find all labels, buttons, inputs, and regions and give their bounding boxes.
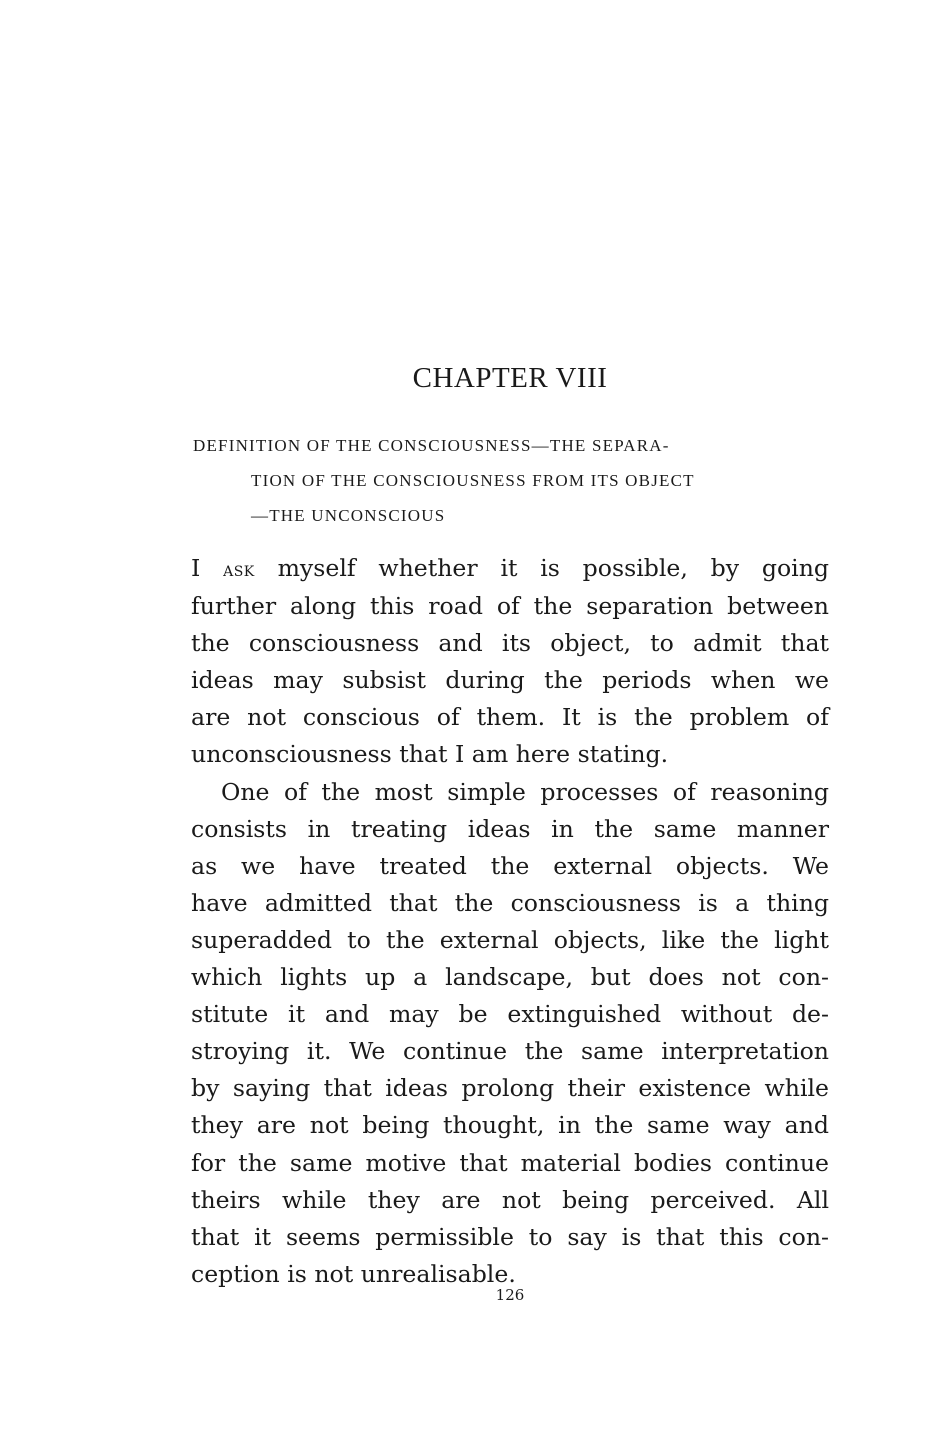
text-line: are not conscious of them. It is the problem of bbox=[191, 703, 829, 732]
text-line: that it seems permissible to say is that this con- bbox=[191, 1222, 829, 1251]
text-line: unconsciousness that I am here stating. bbox=[191, 740, 669, 769]
subtitle-line: DEFINITION OF THE CONSCIOUSNESS—THE SEPARA- bbox=[193, 436, 670, 455]
text-line: stroying it. We continue the same interpretation bbox=[191, 1037, 829, 1066]
text-line: theirs while they are not being perceived. All bbox=[191, 1185, 829, 1214]
text-line: the consciousness and its object, to admit that bbox=[191, 629, 829, 658]
text-line: ideas may subsist during the periods when we bbox=[191, 666, 829, 695]
text-line: for the same motive that material bodies continue bbox=[191, 1148, 829, 1177]
text-line: One of the most simple processes of reasoning bbox=[221, 777, 829, 806]
text-line-rest: myself whether it is possible, by going bbox=[277, 554, 829, 582]
chapter-title: CHAPTER VIII bbox=[412, 362, 608, 394]
text-line: stitute it and may be extinguished without de- bbox=[191, 1000, 829, 1029]
chapter-subtitle bbox=[193, 428, 829, 533]
text-line: have admitted that the consciousness is a thing bbox=[191, 888, 829, 917]
body-text bbox=[191, 550, 829, 1293]
text-line: by saying that ideas prolong their existence while bbox=[191, 1074, 829, 1103]
text-line: they are not being thought, in the same way and bbox=[191, 1111, 829, 1140]
text-line: as we have treated the external objects. We bbox=[191, 851, 829, 880]
text-line: ception is not unrealisable. bbox=[191, 1259, 516, 1288]
text-line: which lights up a landscape, but does not con- bbox=[191, 963, 829, 992]
lead-word: I bbox=[191, 554, 201, 582]
text-line: consists in treating ideas in the same manner bbox=[191, 814, 829, 843]
subtitle-line: TION OF THE CONSCIOUSNESS FROM ITS OBJECT bbox=[251, 471, 695, 490]
lead-smallcaps: ask bbox=[223, 558, 255, 581]
page-number: 126 bbox=[495, 1286, 525, 1304]
text-line bbox=[191, 550, 829, 588]
text-line: further along this road of the separation between bbox=[191, 592, 829, 621]
text-line: superadded to the external objects, like the light bbox=[191, 925, 829, 954]
subtitle-line: —THE UNCONSCIOUS bbox=[251, 506, 446, 525]
